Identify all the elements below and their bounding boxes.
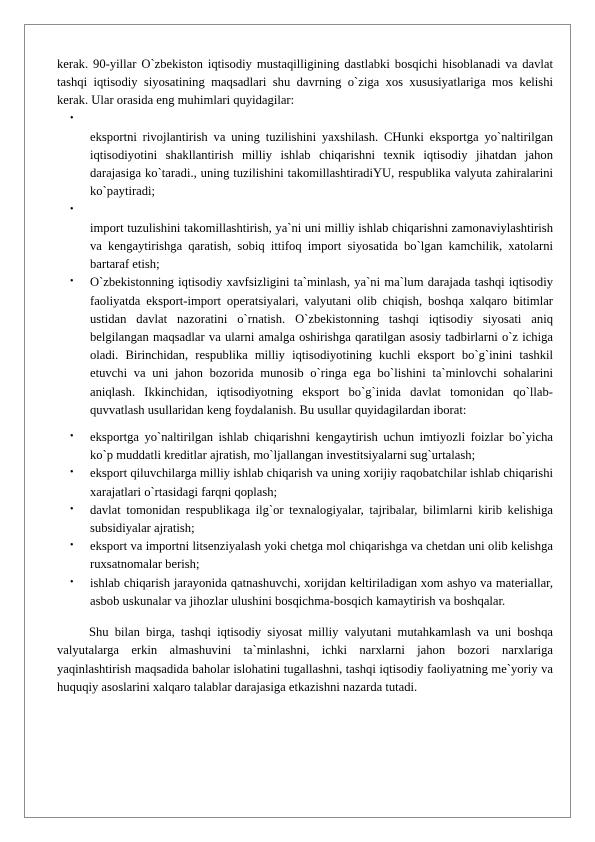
bullet-icon: • — [70, 112, 74, 124]
list-item — [57, 537, 553, 573]
intro-paragraph: kerak. 90-yillar O`zbekiston iqtisodiy mustaqilligining dastlabki bosqichi hisoblanadi va davlat tashqi iqtisodiy siyosatining maqsadlari shu davrning o`ziga xos xususiyatlariga mos kelishi kerak. Ular orasida eng muhimlari quyidagilar: — [57, 57, 553, 108]
bullet-icon: • — [70, 467, 74, 479]
list-item — [57, 201, 553, 274]
list-item — [57, 501, 553, 537]
list-item-text: import tuzulishini takomillashtirish, ya`ni uni milliy ishlab chiqarishni zamonaviylashtirish va kengaytirishga qaratish, sobiq ittifoq import siyosatida bo`lgan kamchilik, xatolarni bartaraf etish; — [90, 220, 553, 272]
list-item-text: eksportga yo`naltirilgan ishlab chiqarishni kengaytirish uchun imtiyozli foizlar bo`yicha ko`p muddatli kreditlar ajratish, mo`ljallangan investitsiyalarni sug`urtalash; — [90, 430, 553, 463]
support-methods-list — [57, 428, 553, 610]
bullet-icon: • — [70, 431, 74, 443]
list-item-text: O`zbekistonning iqtisodiy xavfsizligini ta`minlash, ya`ni ma`lum darajada tashqi iqtisodiy faoliyatda eksport-import operatsiyalari, valyutani olib chiqish, boshqa xalqaro bitimlar ustidan davlat nazoratini o`rnatish. O`zbekistonning tashqi iqtisodiy siyosati aniq belgilangan maqsadlar va ularni amalga oshirishga qaratilgan asosiy tadbirlarni o`z ichiga oladi. Birinchidan, respublika milliy iqtisodiyotining kuchli eksport bo`g`inini tashkil etuvchi va uni jahon bozorida munosib o`ringa ega bo`lishini ta`minlovchi sohalarini aniqlash. Ikkinchidan, iqtisodiyotning eksport bo`g`inida davlat tomonidan qo`llab-quvvatlash usullaridan keng foydalanish. Bu usullar quyidagilardan iborat: — [90, 275, 553, 417]
bullet-icon: • — [70, 276, 74, 288]
bullet-icon: • — [70, 576, 74, 588]
goals-list — [57, 110, 553, 419]
list-item-text: eksport qiluvchilarga milliy ishlab chiqarish va uning xorijiy raqobatchilar ishlab chiqarishi xarajatlari o`rtasidagi farqni qoplash; — [90, 466, 553, 499]
list-item-text: ishlab chiqarish jarayonida qatnashuvchi, xorijdan keltiriladigan xom ashyo va materiallar, asbob uskunalar va jihozlar ulushini bosqichma-bosqich kamaytirish va boshqalar. — [90, 575, 553, 608]
bullet-icon: • — [70, 503, 74, 515]
list-item-text: eksport va importni litsenziyalash yoki chetga mol chiqarishga va chetdan uni olib kelishga ruxsatnomalar berish; — [90, 539, 553, 572]
bullet-icon: • — [70, 540, 74, 552]
list-item — [57, 464, 553, 500]
document-body — [57, 55, 553, 696]
list-item — [57, 110, 553, 201]
list-item-text: eksportni rivojlantirish va uning tuzilishini yaxshilash. CHunki eksportga yo`naltirilgan iqtisodiyotini shakllantirish milliy ishlab chiqarishni texnik iqtisodiy jihatdan jahon darajasiga ko`taradi., uning tuzilishini takomillashtiradiYU, respublika valyuta zahiralarini ko`paytiradi; — [90, 129, 553, 199]
list-item — [57, 428, 553, 464]
list-item — [57, 273, 553, 419]
list-item-text: davlat tomonidan respublikaga ilg`or texnalogiyalar, tajribalar, bilimlarni kirib kelishiga subsidiyalar ajratish; — [90, 502, 553, 536]
list-item — [57, 574, 553, 610]
closing-paragraph: Shu bilan birga, tashqi iqtisodiy siyosat milliy valyutani mutahkamlash va uni boshqa valyutalarga erkin almashuvini ta`minlashni, ichki narxlarni jahon bozori narxlariga yaqinlashtirish maqsadida baholar islohatini tugallashni, tashqi iqtisodiy faoliyatning me`yoriy va huquqiy asoslarini xalqaro talablar darajasiga etkazishni nazarda tutadi. — [57, 625, 553, 694]
bullet-icon: • — [70, 203, 74, 215]
